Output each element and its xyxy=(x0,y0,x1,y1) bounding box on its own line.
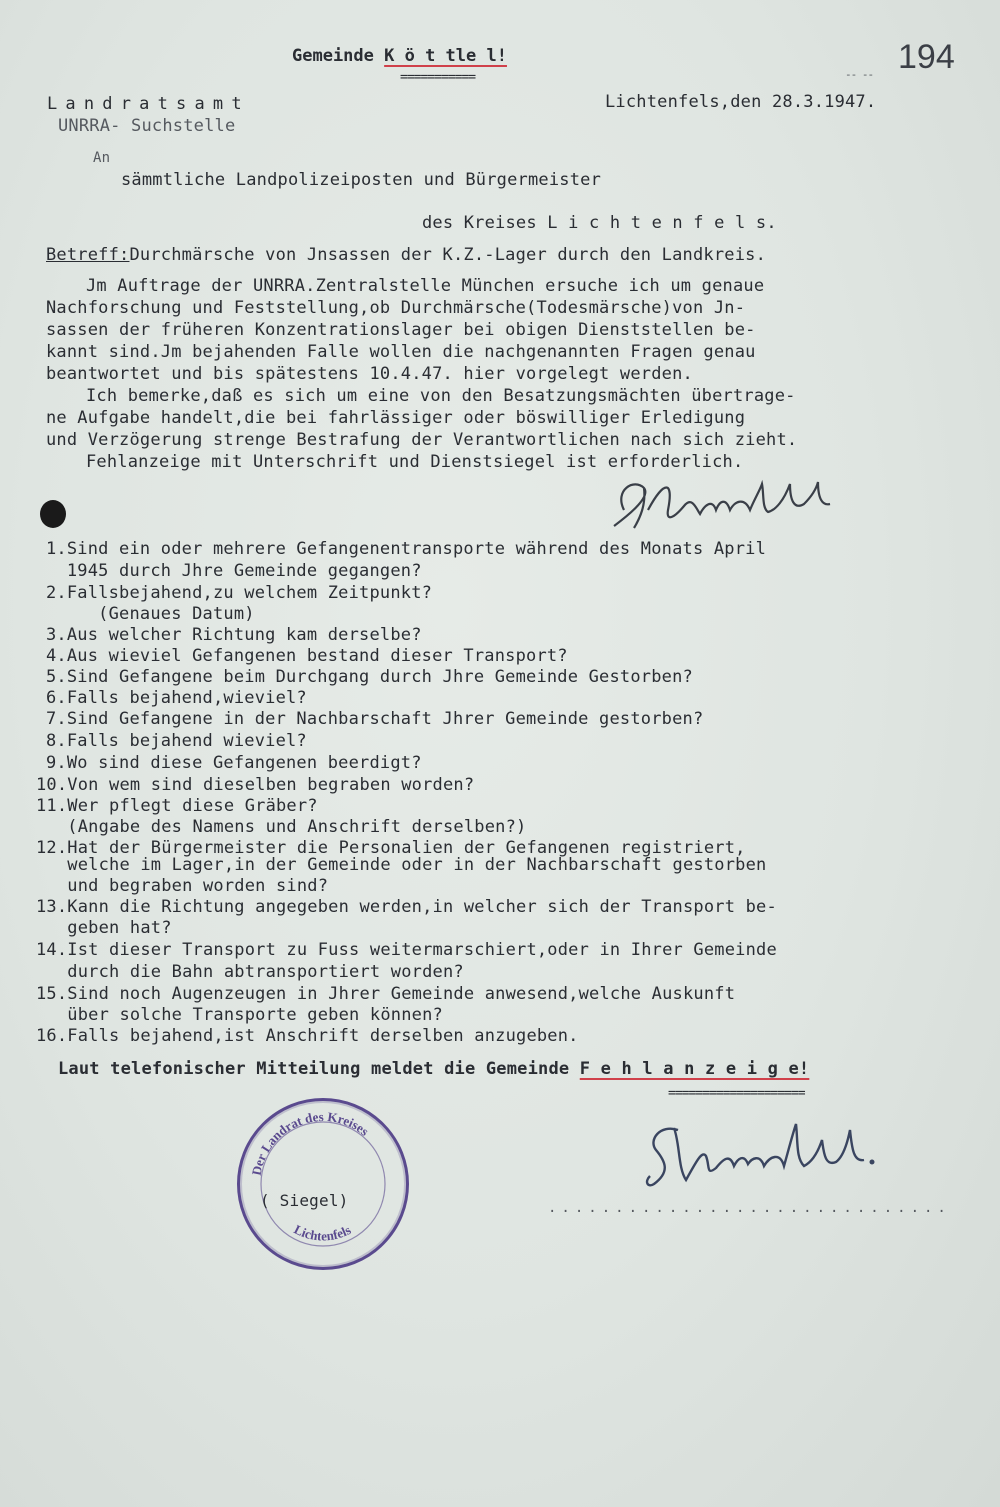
subject-line xyxy=(46,245,766,265)
question-line: welche im Lager,in der Gemeinde oder in der Nachbarschaft gestorben xyxy=(36,855,767,875)
signature-dotted-line: .............................. xyxy=(548,1200,951,1216)
punch-hole xyxy=(40,500,66,528)
body-line: ne Aufgabe handelt,die bei fahrlässiger oder böswilliger Erledigung xyxy=(46,408,746,428)
body-line: Ich bemerke,daß es sich um eine von den Besatzungsmächten übertrage- xyxy=(86,386,796,406)
recipient-line1: sämmtliche Landpolizeiposten und Bürgermeister xyxy=(121,170,602,190)
sender-suboffice: UNRRA- Suchstelle xyxy=(58,116,236,136)
place-date: Lichtenfels,den 28.3.1947. xyxy=(605,92,877,112)
question-line: 14.Ist dieser Transport zu Fuss weitermarschiert,oder in Ihrer Gemeinde xyxy=(36,940,777,960)
closing-line xyxy=(58,1059,809,1079)
seal-top-text: Der Landrat des Kreises xyxy=(248,1108,372,1177)
body-line: Jm Auftrage der UNRRA.Zentralstelle München ersuche ich um genaue xyxy=(86,276,765,296)
gemeinde-name: K ö t tle l! xyxy=(384,46,507,66)
body-line: und Verzögerung strenge Bestrafung der Verantwortlichen nach sich zieht. xyxy=(46,430,798,450)
gemeinde-stamp xyxy=(292,46,507,66)
question-line: 8.Falls bejahend wieviel? xyxy=(46,731,307,751)
subject-label: Betreff: xyxy=(46,245,130,265)
seal-ring xyxy=(240,1101,406,1267)
seal-bottom-text: Lichtenfels xyxy=(291,1221,354,1244)
official-seal xyxy=(237,1098,409,1270)
fehlanzeige: F e h l a n z e i g e! xyxy=(579,1059,810,1079)
question-line: 12.Hat der Bürgermeister die Personalien der Gefangenen registriert, xyxy=(36,838,746,858)
page-number: 194 xyxy=(898,38,955,76)
body-line: beantwortet und bis spätestens 10.4.47. hier vorgelegt werden. xyxy=(46,364,693,384)
body-line: sassen der früheren Konzentrationslager bei obigen Dienststellen be- xyxy=(46,320,756,340)
signature-2 xyxy=(640,1110,890,1200)
question-line: 9.Wo sind diese Gefangenen beerdigt? xyxy=(46,753,422,773)
question-line: 7.Sind Gefangene in der Nachbarschaft Jhrer Gemeinde gestorben? xyxy=(46,709,704,729)
question-line: geben hat? xyxy=(36,918,172,938)
closing-double-rule: ==================== xyxy=(668,1086,805,1101)
question-line: 5.Sind Gefangene beim Durchgang durch Jhre Gemeinde Gestorben? xyxy=(46,667,693,687)
body-line: kannt sind.Jm bejahenden Falle wollen die nachgenannten Fragen genau xyxy=(46,342,756,362)
question-line: 2.Fallsbejahend,zu welchem Zeitpunkt? xyxy=(46,583,433,603)
question-line: 1.Sind ein oder mehrere Gefangenentransporte während des Monats April xyxy=(46,539,767,559)
question-line: 1945 durch Jhre Gemeinde gegangen? xyxy=(46,561,422,581)
recipient-an: An xyxy=(93,150,111,166)
signature-1 xyxy=(604,470,844,540)
page-number-mark: -- -- xyxy=(845,68,874,81)
question-line: (Genaues Datum) xyxy=(46,604,255,624)
question-line: 10.Von wem sind dieselben begraben worden? xyxy=(36,775,475,795)
question-line: über solche Transporte geben können? xyxy=(36,1005,443,1025)
question-line: 15.Sind noch Augenzeugen in Jhrer Gemeinde anwesend,welche Auskunft xyxy=(36,984,736,1004)
question-line: 4.Aus wieviel Gefangenen bestand dieser Transport? xyxy=(46,646,568,666)
question-line: 6.Falls bejahend,wieviel? xyxy=(46,688,307,708)
body-line: Fehlanzeige mit Unterschrift und Dienstsiegel ist erforderlich. xyxy=(86,452,744,472)
question-line: 16.Falls bejahend,ist Anschrift derselben anzugeben. xyxy=(36,1026,579,1046)
question-line: (Angabe des Namens und Anschrift derselben?) xyxy=(36,817,527,837)
seal-center-text: ( Siegel) xyxy=(260,1191,349,1210)
question-line: 11.Wer pflegt diese Gräber? xyxy=(36,796,318,816)
question-line: 3.Aus welcher Richtung kam derselbe? xyxy=(46,625,422,645)
recipient-line2: des Kreises L i c h t e n f e l s. xyxy=(422,213,777,233)
question-line: durch die Bahn abtransportiert worden? xyxy=(36,962,464,982)
question-line: und begraben worden sind? xyxy=(36,876,329,896)
subject-text: Durchmärsche von Jnsassen der K.Z.-Lager durch den Landkreis. xyxy=(129,245,767,265)
body-line: Nachforschung und Feststellung,ob Durchmärsche(Todesmärsche)von Jn- xyxy=(46,298,746,318)
closing-text: Laut telefonischer Mitteilung meldet die Gemeinde xyxy=(58,1059,570,1079)
sender-office: Landratsamt xyxy=(47,94,250,114)
gemeinde-label: Gemeinde xyxy=(292,46,374,66)
header-double-rule: =========== xyxy=(400,70,476,85)
question-line: 13.Kann die Richtung angegeben werden,in welcher sich der Transport be- xyxy=(36,897,777,917)
